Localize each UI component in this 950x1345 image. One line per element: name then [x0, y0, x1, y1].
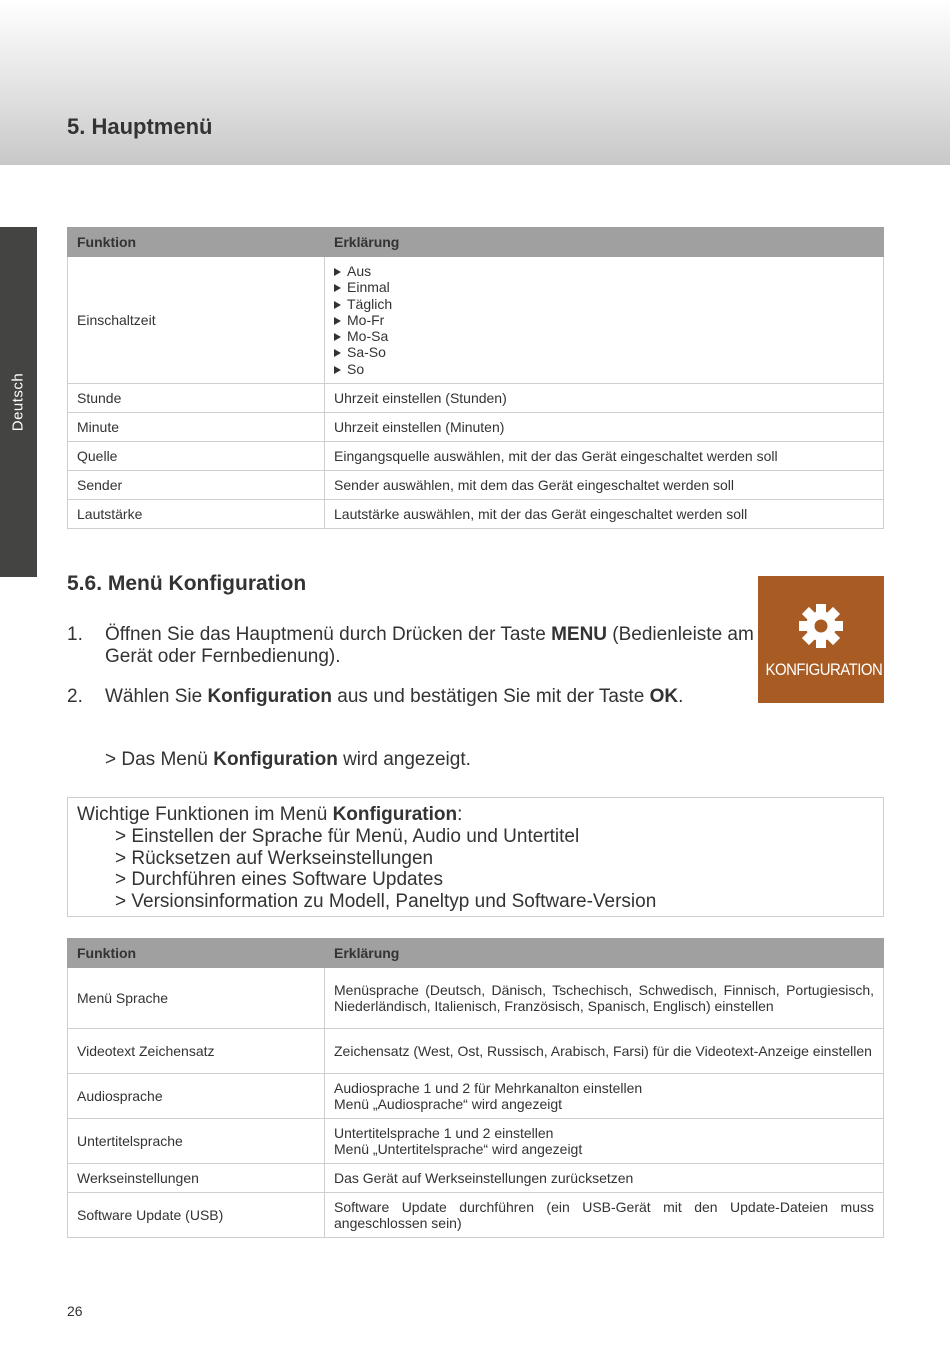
function-cell: Quelle: [68, 442, 325, 471]
configuration-table: [67, 938, 884, 1238]
result-marker: >: [105, 749, 117, 770]
function-cell: Software Update (USB): [68, 1193, 325, 1238]
function-cell: Minute: [68, 413, 325, 442]
options-cell: [325, 257, 884, 384]
description-cell: Eingangsquelle auswählen, mit der das Gerät eingeschaltet werden soll: [325, 442, 884, 471]
option-item: Sa-So: [334, 344, 874, 360]
triangle-bullet-icon: [334, 349, 341, 357]
option-item: Mo-Sa: [334, 328, 874, 344]
info-intro: Wichtige Funktionen im Menü Konfiguration:: [77, 804, 463, 825]
table-header-row: [68, 939, 884, 968]
option-item: So: [334, 361, 874, 377]
page-header: [0, 0, 950, 165]
function-cell: Audiosprache: [68, 1074, 325, 1119]
konfiguration-tile-label: KONFIGURATION: [765, 660, 883, 679]
function-cell: Videotext Zeichensatz: [68, 1029, 325, 1074]
function-cell: Stunde: [68, 384, 325, 413]
page-title: 5. Hauptmenü: [67, 114, 213, 139]
triangle-bullet-icon: [334, 333, 341, 341]
step-result: > Das Menü Konfiguration wird angezeigt.: [105, 749, 471, 770]
triangle-bullet-icon: [334, 284, 341, 292]
table-row: [68, 413, 884, 442]
list-item: > Einstellen der Sprache für Menü, Audio und Untertitel: [115, 826, 580, 847]
triangle-bullet-icon: [334, 301, 341, 309]
page-number: 26: [67, 1303, 83, 1319]
description-cell: Sender auswählen, mit dem das Gerät eingeschaltet werden soll: [325, 471, 884, 500]
function-cell: Sender: [68, 471, 325, 500]
step-number: 1.: [67, 624, 83, 645]
option-item: Mo-Fr: [334, 312, 874, 328]
table-row: [68, 471, 884, 500]
konfiguration-menu-tile: [758, 576, 884, 703]
function-cell: Einschaltzeit: [68, 257, 325, 384]
triangle-bullet-icon: [334, 366, 341, 374]
table-row: [68, 1164, 884, 1193]
column-header-funktion: Funktion: [68, 228, 325, 257]
table-row: [68, 968, 884, 1029]
description-cell: Audiosprache 1 und 2 für Mehrkanalton einstellen Menü „Audiosprache“ wird angezeigt: [325, 1074, 884, 1119]
function-cell: Lautstärke: [68, 500, 325, 529]
description-cell: Zeichensatz (West, Ost, Russisch, Arabisch, Farsi) für die Videotext-Anzeige einstellen: [325, 1029, 884, 1074]
table-row: [68, 500, 884, 529]
table-row: [68, 1029, 884, 1074]
description-cell: Lautstärke auswählen, mit der das Gerät eingeschaltet werden soll: [325, 500, 884, 529]
gear-icon: [797, 602, 845, 650]
triangle-bullet-icon: [334, 317, 341, 325]
triangle-bullet-icon: [334, 268, 341, 276]
description-cell: Uhrzeit einstellen (Minuten): [325, 413, 884, 442]
column-header-erklaerung: Erklärung: [325, 228, 884, 257]
section-title: 5.6. Menü Konfiguration: [67, 572, 307, 595]
column-header-funktion: Funktion: [68, 939, 325, 968]
step-number: 2.: [67, 686, 83, 707]
important-functions-box: [67, 797, 884, 917]
list-item: > Versionsinformation zu Modell, Paneltyp und Software-Version: [115, 890, 657, 912]
table-row: [68, 1074, 884, 1119]
option-item: Täglich: [334, 296, 874, 312]
description-cell: Uhrzeit einstellen (Stunden): [325, 384, 884, 413]
option-item: Aus: [334, 263, 874, 279]
step-text: Öffnen Sie das Hauptmenü durch Drücken der Taste MENU (Bedienleiste am Gerät oder Fernbedienung).: [105, 624, 754, 667]
table-row: [68, 442, 884, 471]
description-cell: Menüsprache (Deutsch, Dänisch, Tschechisch, Schwedisch, Finnisch, Portugiesisch, Niederländisch, Italienisch, Französisch, Spanisch, Englisch) einstellen: [325, 968, 884, 1029]
wake-timer-table: [67, 227, 884, 529]
function-cell: Werkseinstellungen: [68, 1164, 325, 1193]
list-item: > Rücksetzen auf Werkseinstellungen: [115, 847, 434, 869]
column-header-erklaerung: Erklärung: [325, 939, 884, 968]
description-cell: Software Update durchführen (ein USB-Gerät mit den Update-Dateien muss angeschlossen sein): [325, 1193, 884, 1238]
option-item: Einmal: [334, 279, 874, 295]
table-header-row: [68, 228, 884, 257]
table-row: [68, 1193, 884, 1238]
step-text: Wählen Sie Konfiguration aus und bestätigen Sie mit der Taste OK.: [105, 686, 684, 707]
table-row: [68, 257, 884, 384]
info-list: [115, 826, 656, 912]
function-cell: Menü Sprache: [68, 968, 325, 1029]
table-row: [68, 1119, 884, 1164]
description-cell: Das Gerät auf Werkseinstellungen zurücksetzen: [325, 1164, 884, 1193]
list-item: > Durchführen eines Software Updates: [115, 869, 443, 891]
description-cell: Untertitelsprache 1 und 2 einstellen Menü „Untertitelsprache“ wird angezeigt: [325, 1119, 884, 1164]
language-side-tab-label: Deutsch: [9, 372, 27, 432]
function-cell: Untertitelsprache: [68, 1119, 325, 1164]
table-row: [68, 384, 884, 413]
